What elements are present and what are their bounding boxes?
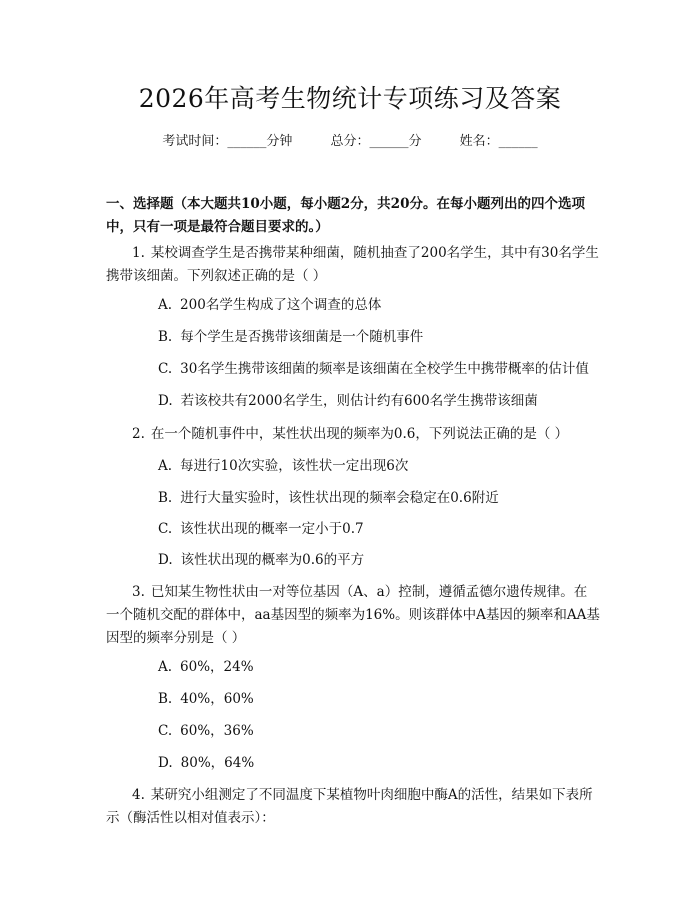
q2-option-c (158, 519, 608, 539)
option-label: A. (158, 659, 173, 675)
option-label: B. (158, 329, 173, 345)
q1-option-a (158, 295, 608, 315)
question-1 (106, 242, 600, 288)
option-text: 200名学生构成了这个调查的总体 (180, 297, 382, 313)
option-text: 进行大量实验时，该性状出现的频率会稳定在0.6附近 (180, 490, 499, 506)
q1-option-c (158, 359, 608, 379)
option-text: 60%，24% (180, 659, 254, 675)
question-2 (106, 423, 600, 446)
option-text: 该性状出现的概率为0.6的平方 (180, 552, 365, 568)
question-text: 在一个随机事件中，某性状出现的频率为0.6，下列说法正确的是（ ） (150, 426, 569, 442)
question-3 (106, 581, 600, 650)
question-number: 4. (132, 787, 145, 803)
question-text: 某校调查学生是否携带某种细菌，随机抽查了200名学生，其中有30名学生携带该细菌。下列叙述正确的是（ ） (106, 245, 599, 284)
option-label: A. (158, 458, 173, 474)
q1-option-b (158, 327, 608, 347)
option-text: 30名学生携带该细菌的频率是该细菌在全校学生中携带概率的估计值 (180, 361, 589, 377)
score-field: 总分：______分 (330, 134, 422, 149)
time-field: 考试时间：______分钟 (162, 134, 293, 149)
option-label: C. (158, 723, 173, 739)
option-text: 每进行10次实验，该性状一定出现6次 (180, 458, 409, 474)
question-4 (106, 784, 600, 830)
option-text: 若该校共有2000名学生，则估计约有600名学生携带该细菌 (180, 393, 538, 409)
question-text: 某研究小组测定了不同温度下某植物叶肉细胞中酶A的活性，结果如下表所示（酶活性以相对值表示）： (106, 787, 593, 826)
option-label: B. (158, 490, 173, 506)
option-label: C. (158, 361, 173, 377)
exam-meta (0, 132, 700, 152)
page-title: 2026年高考生物统计专项练习及答案 (138, 84, 562, 113)
name-field: 姓名：______ (459, 134, 538, 149)
option-label: B. (158, 691, 173, 707)
q3-option-d (158, 753, 608, 773)
option-text: 每个学生是否携带该细菌是一个随机事件 (180, 329, 424, 345)
option-text: 40%，60% (180, 691, 254, 707)
q2-option-a (158, 456, 608, 476)
option-text: 60%，36% (180, 723, 254, 739)
section-heading: 一、选择题（本大题共10小题，每小题2分，共20分。在每小题列出的四个选项中，只有一项是最符合题目要求的。） (106, 196, 585, 235)
question-number: 2. (132, 426, 145, 442)
option-text: 80%，64% (180, 755, 255, 771)
option-label: D. (158, 755, 173, 771)
q2-option-b (158, 488, 608, 508)
q1-option-d (158, 391, 608, 411)
option-text: 该性状出现的概率一定小于0.7 (180, 521, 364, 537)
option-label: C. (158, 521, 173, 537)
question-number: 1. (132, 245, 145, 261)
option-label: D. (158, 552, 173, 568)
option-label: A. (158, 297, 173, 313)
q3-option-b (158, 689, 608, 709)
option-label: D. (158, 393, 173, 409)
q3-option-c (158, 721, 608, 741)
q2-option-d (158, 550, 608, 570)
q3-option-a (158, 657, 608, 677)
question-number: 3. (132, 584, 145, 600)
question-text: 已知某生物性状由一对等位基因（A、a）控制，遵循孟德尔遗传规律。在一个随机交配的群体中，aa基因型的频率为16%。则该群体中A基因的频率和AA基因型的频率分别是（ ） (106, 584, 600, 646)
